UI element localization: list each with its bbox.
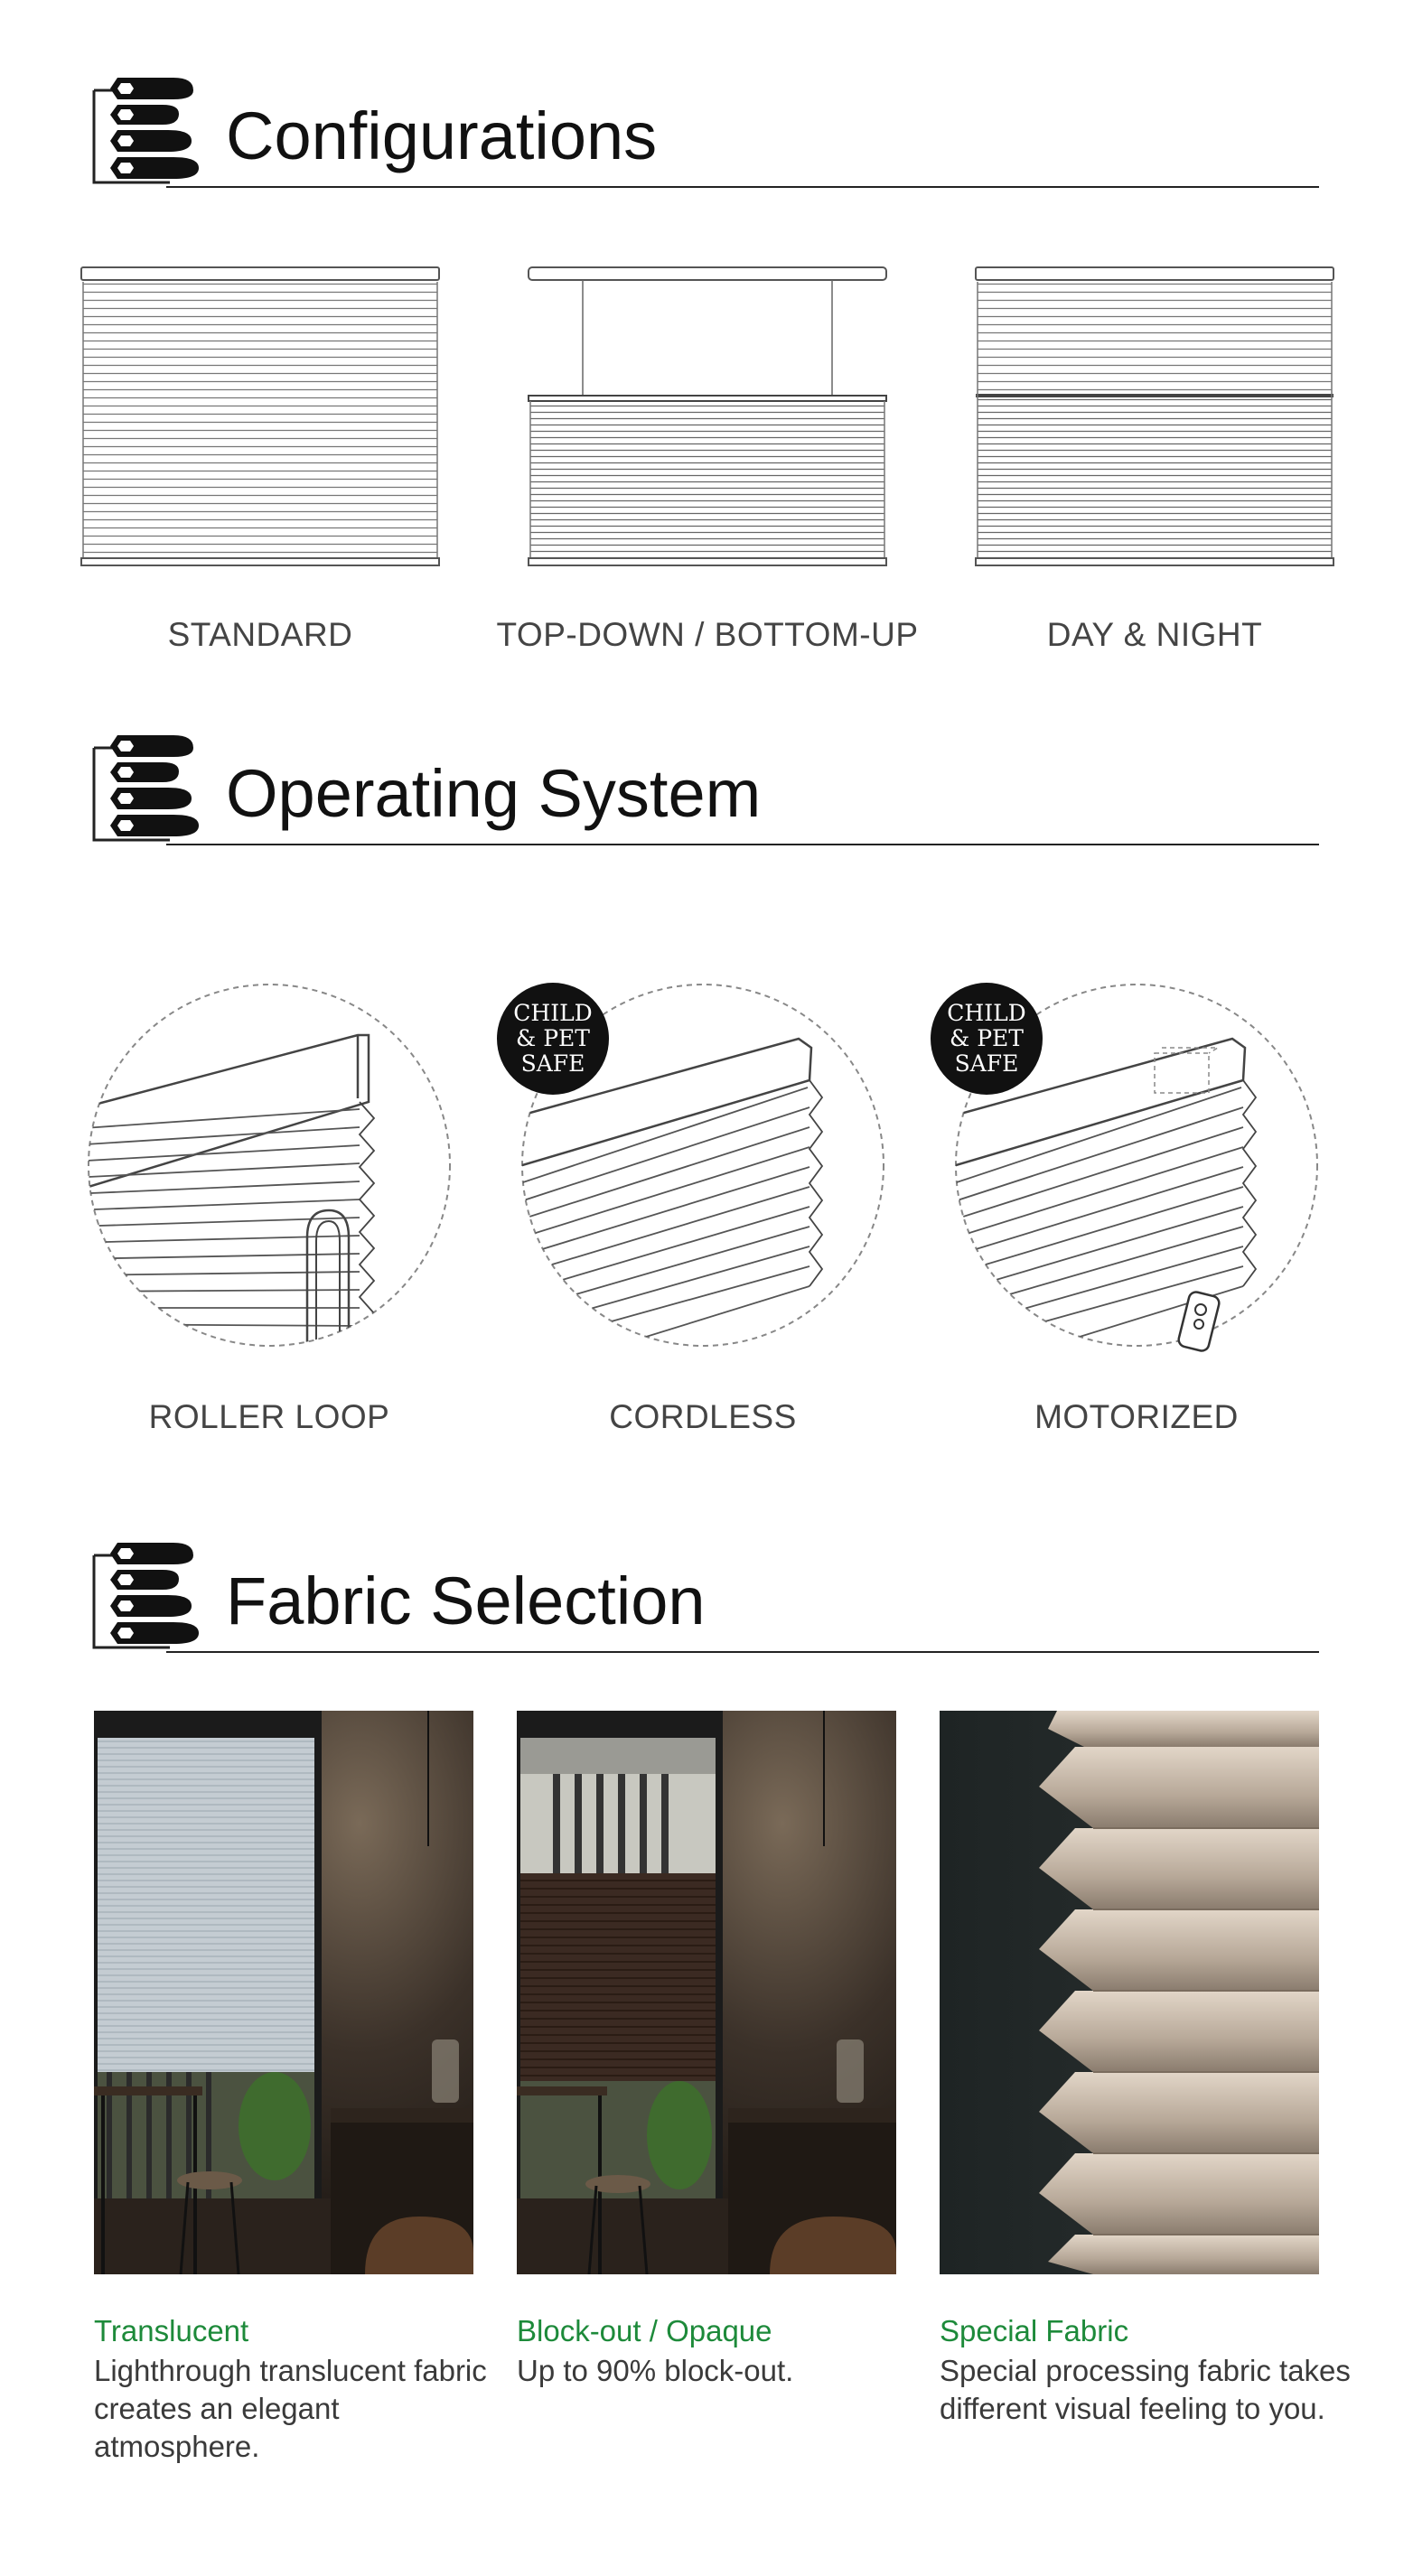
fabric-title-special: Special Fabric (940, 2314, 1129, 2347)
roller-loop-illustration (70, 966, 468, 1364)
fabric-desc-translucent: Lighthrough translucent fabric creates an elegant atmosphere. (94, 2354, 487, 2463)
fabric-selection-header (90, 1537, 1319, 1664)
section-divider (166, 1651, 1319, 1653)
section-title-operating-system: Operating System (226, 756, 762, 831)
configurations-header (90, 72, 1319, 199)
translucent-shade-photo (94, 1711, 473, 2274)
fabric-title-translucent: Translucent (94, 2314, 249, 2347)
standard-shade-illustration (80, 264, 441, 571)
brand-logo-icon (90, 1537, 208, 1664)
blockout-shade-photo (517, 1711, 896, 2274)
fabric-title-blockout: Block-out / Opaque (517, 2314, 772, 2347)
child-pet-safe-badge: CHILD & PET SAFE (931, 983, 1043, 1095)
section-divider (166, 186, 1319, 188)
section-title-fabric-selection: Fabric Selection (226, 1563, 706, 1638)
child-pet-safe-badge: CHILD & PET SAFE (497, 983, 609, 1095)
day-night-shade-illustration (974, 264, 1335, 571)
special-fabric-photo (940, 1711, 1319, 2274)
config-label-top-down-bottom-up: TOP-DOWN / BOTTOM-UP (496, 616, 919, 653)
config-label-standard: STANDARD (167, 616, 353, 653)
operating-label-roller-loop: ROLLER LOOP (148, 1398, 390, 1435)
brand-logo-icon (90, 72, 208, 199)
brand-logo-icon (90, 730, 208, 856)
remote-control-icon (1177, 1291, 1221, 1352)
config-label-day-night: DAY & NIGHT (1046, 616, 1263, 653)
operating-system-header (90, 730, 1319, 856)
operating-label-cordless: CORDLESS (609, 1398, 797, 1435)
top-down-bottom-up-illustration (527, 264, 888, 571)
section-title-configurations: Configurations (226, 98, 658, 173)
operating-label-motorized: MOTORIZED (1034, 1398, 1239, 1435)
section-divider (166, 844, 1319, 845)
fabric-desc-special: Special processing fabric takes different visual feeling to you. (940, 2354, 1351, 2425)
fabric-desc-blockout: Up to 90% block-out. (517, 2354, 794, 2387)
